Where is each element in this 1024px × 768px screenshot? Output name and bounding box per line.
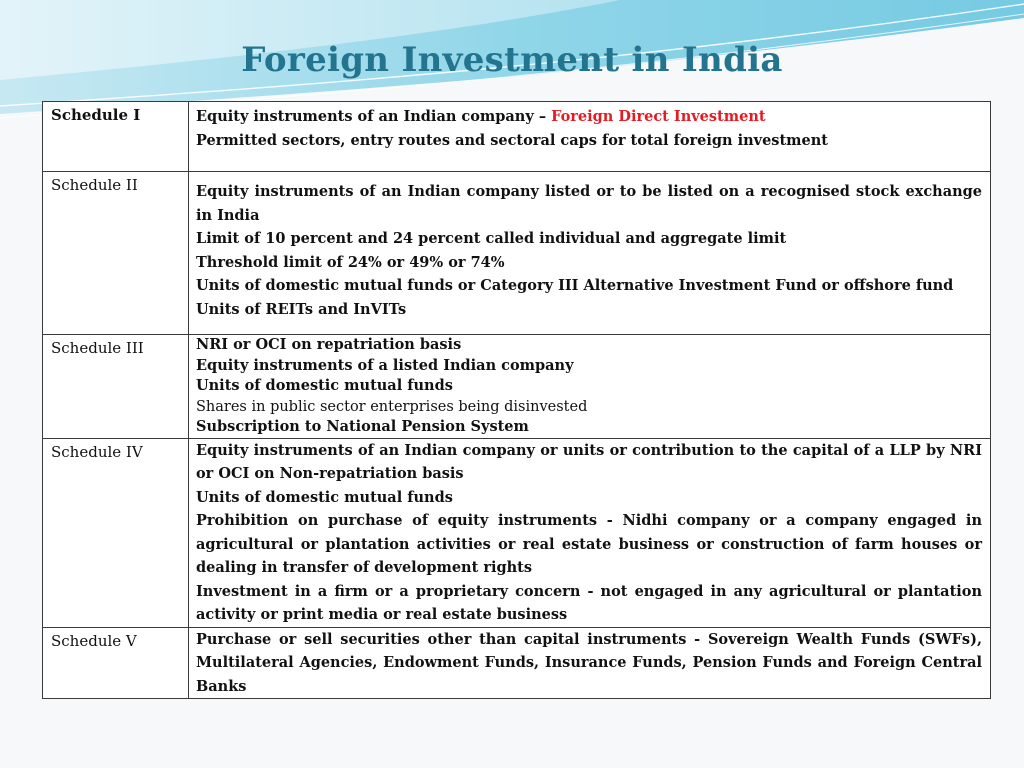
content-line: Units of REITs and InVITs — [196, 300, 407, 318]
content-line: Equity instruments of an Indian company or units or contribution to the capital of a LLP by NRI or OCI on Non-repatriation basis — [196, 441, 982, 482]
schedule-content — [189, 102, 991, 172]
table-row — [43, 335, 991, 439]
schedule-label: Schedule IV — [43, 438, 189, 627]
content-line: Equity instruments of an Indian company – Foreign Direct Investment — [196, 108, 766, 125]
content-line: Threshold limit of 24% or 49% or 74% — [196, 253, 505, 271]
highlight-text: Foreign Direct Investment — [551, 108, 766, 125]
content-line: Prohibition on purchase of equity instruments - Nidhi company or a company engaged in agricultural or plantation activities or real estate business or construction of farm houses or dealing in transfer of development rights — [196, 512, 982, 576]
content-line: Units of domestic mutual funds or Category III Alternative Investment Fund or offshore fund — [196, 277, 954, 294]
schedule-label: Schedule II — [43, 172, 189, 335]
content-line: Equity instruments of a listed Indian company — [196, 356, 574, 374]
content-line: Limit of 10 percent and 24 percent called individual and aggregate limit — [196, 230, 787, 247]
page-title: Foreign Investment in India — [241, 40, 783, 80]
schedule-content — [189, 172, 991, 335]
content-line: Equity instruments of an Indian company listed or to be listed on a recognised stock exchange in India — [196, 183, 982, 224]
content-line: Units of domestic mutual funds — [196, 377, 453, 394]
schedule-table — [42, 101, 991, 699]
schedule-content — [189, 438, 991, 627]
table-row — [43, 172, 991, 335]
schedule-label: Schedule I — [43, 102, 189, 172]
table-row — [43, 102, 991, 172]
content-line: Permitted sectors, entry routes and sectoral caps for total foreign investment — [196, 131, 828, 149]
schedule-label: Schedule V — [43, 627, 189, 699]
content-line: Purchase or sell securities other than capital instruments - Sovereign Wealth Funds (SWFs), Multilateral Agencies, Endowment Funds, Insurance Funds, Pension Funds and Foreign Central Banks — [196, 630, 982, 695]
schedule-content — [189, 627, 991, 699]
content-line: Units of domestic mutual funds — [196, 488, 453, 506]
schedule-content — [189, 335, 991, 439]
table-row — [43, 438, 991, 627]
content-line: Subscription to National Pension System — [196, 418, 529, 435]
schedule-label: Schedule III — [43, 335, 189, 439]
content-line: Investment in a firm or a proprietary concern - not engaged in any agricultural or plantation activity or print media or real estate business — [196, 582, 982, 623]
table-row — [43, 627, 991, 699]
content-line: NRI or OCI on repatriation basis — [196, 336, 462, 353]
content-line: Shares in public sector enterprises being disinvested — [196, 398, 588, 415]
